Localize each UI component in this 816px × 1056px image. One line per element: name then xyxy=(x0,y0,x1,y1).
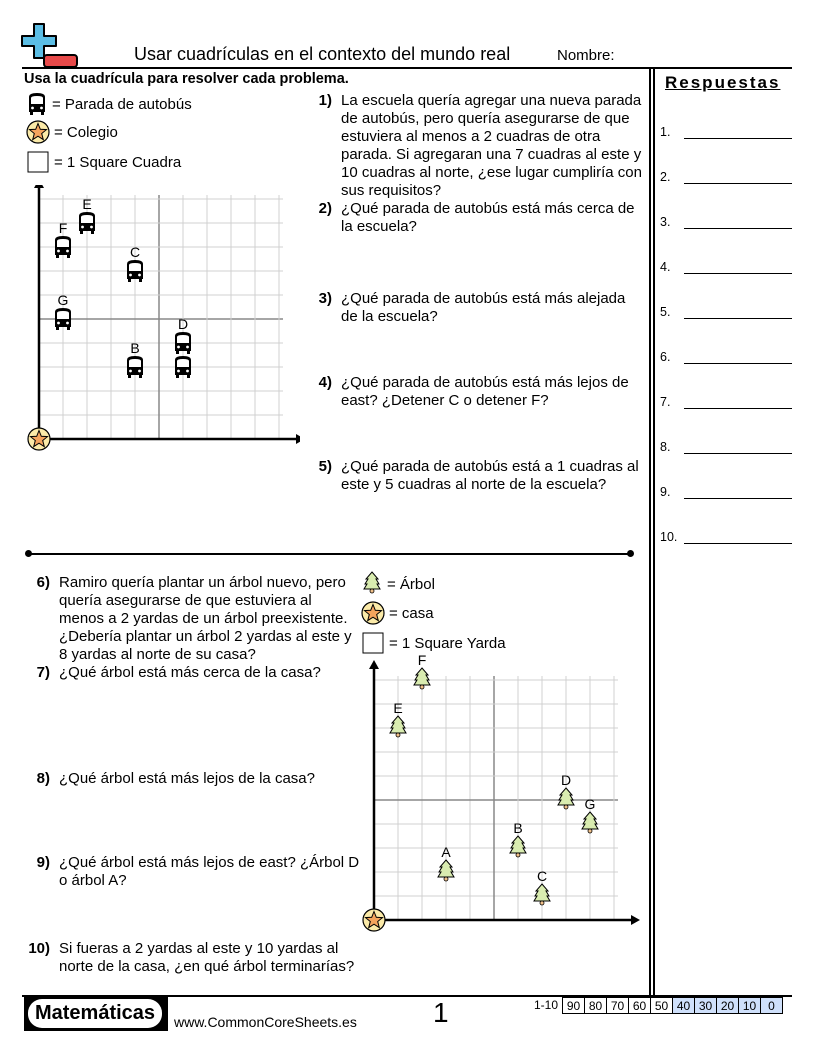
brand-label: Matemáticas xyxy=(28,999,162,1028)
score-cell: 20 xyxy=(716,997,739,1014)
question-4: 4) ¿Qué parada de autobús está más lejos de east? ¿Detener C o detener F? xyxy=(318,374,629,409)
tree-marker-icon xyxy=(582,812,598,833)
answer-number: 7. xyxy=(660,395,671,409)
answer-number: 8. xyxy=(660,440,671,454)
answer-blank[interactable] xyxy=(684,183,792,184)
tree-label: C xyxy=(536,868,548,884)
answer-blank[interactable] xyxy=(684,273,792,274)
legend-1 xyxy=(26,91,192,177)
score-cell: 30 xyxy=(694,997,717,1014)
legend-item-square: = 1 Square Yarda xyxy=(361,628,506,658)
bus-stop-icon xyxy=(55,236,71,258)
bus-stop-icon xyxy=(79,212,95,234)
answer-number: 6. xyxy=(660,350,671,364)
bus-stop-icon xyxy=(175,332,191,354)
score-label: 1-10 xyxy=(533,998,559,1012)
answer-number: 5. xyxy=(660,305,671,319)
bus-icon xyxy=(26,92,48,116)
question-1: 1) La escuela quería agregar una nueva parada de autobús, pero quería asegurarse de que estuviera al menos a 2 cuadras de otra parada. Si agregaran una 7 cuadras al este y 10 cuadras al norte, ¿ese lugar cumpliría con sus requisitos? xyxy=(318,92,642,199)
answer-number: 1. xyxy=(660,125,671,139)
tree-marker-icon xyxy=(510,836,526,857)
answer-blank[interactable] xyxy=(684,318,792,319)
score-cell: 90 xyxy=(562,997,585,1014)
question-2: 2) ¿Qué parada de autobús está más cerca de la escuela? xyxy=(318,200,635,235)
bus-stop-icon xyxy=(55,308,71,330)
question-9: 9) ¿Qué árbol está más lejos de east? ¿Árbol D o árbol A? xyxy=(36,854,360,889)
score-cell: 60 xyxy=(628,997,651,1014)
worksheet-title: Usar cuadrículas en el contexto del mundo real xyxy=(134,44,511,64)
origin-star-icon xyxy=(28,428,50,450)
bus-stop-icon xyxy=(127,260,143,282)
bus-stop-label: F xyxy=(58,220,68,236)
tree-label: G xyxy=(584,796,596,812)
bus-stop-icon xyxy=(127,356,143,378)
score-cell: 0 xyxy=(760,997,783,1014)
questions-1 xyxy=(306,92,646,236)
score-cell: 40 xyxy=(672,997,695,1014)
tree-label: E xyxy=(393,700,403,716)
question-5: 5) ¿Qué parada de autobús está a 1 cuadras al este y 5 cuadras al norte de la escuela? xyxy=(318,458,639,493)
score-cell: 80 xyxy=(584,997,607,1014)
bus-stop-label: C xyxy=(129,244,141,260)
tree-marker-icon xyxy=(534,884,550,905)
header-divider xyxy=(22,67,792,69)
x-axis-arrow xyxy=(296,434,300,444)
y-axis-arrow xyxy=(369,660,379,669)
page-number: 1 xyxy=(433,997,449,1028)
origin-star-icon xyxy=(363,909,385,931)
tree-label: B xyxy=(513,820,523,836)
score-table xyxy=(530,997,783,1014)
answer-blank[interactable] xyxy=(684,138,792,139)
legend-item-bus: = Parada de autobús xyxy=(26,91,192,117)
star-icon xyxy=(361,601,385,625)
tree-grid xyxy=(355,650,640,940)
bus-stop-grid xyxy=(20,185,300,460)
question-7: 7) ¿Qué árbol está más cerca de la casa? xyxy=(36,664,321,681)
bus-stop-label: E xyxy=(82,196,92,212)
legend-2 xyxy=(361,570,506,658)
answer-number: 2. xyxy=(660,170,671,184)
legend-item-school: = Colegio xyxy=(26,117,192,147)
website-link[interactable]: www.CommonCoreSheets.es xyxy=(174,1014,357,1030)
answer-blank[interactable] xyxy=(684,363,792,364)
answer-number: 10. xyxy=(660,530,678,544)
tree-label: F xyxy=(417,652,427,668)
star-icon xyxy=(26,120,50,144)
section-divider xyxy=(28,553,631,555)
legend-item-tree: = Árbol xyxy=(361,570,506,598)
score-cell: 70 xyxy=(606,997,629,1014)
question-6: 6) Ramiro quería plantar un árbol nuevo, pero quería asegurarse de que estuviera al menos a 2 yardas de un árbol preexistente. ¿Debería plantar un árbol 2 yardas al este y 8 yardas al norte de su casa? xyxy=(36,574,352,663)
answers-title: Respuestas xyxy=(665,73,781,92)
x-axis-arrow xyxy=(631,915,640,925)
tree-marker-icon xyxy=(390,716,406,737)
square-icon xyxy=(26,150,50,174)
bus-stop-label: D xyxy=(177,316,189,332)
name-label: Nombre: xyxy=(557,47,615,64)
tree-marker-icon xyxy=(414,668,430,689)
answer-number: 9. xyxy=(660,485,671,499)
tree-icon xyxy=(361,571,383,597)
question-8: 8) ¿Qué árbol está más lejos de la casa? xyxy=(36,770,315,787)
answer-number: 3. xyxy=(660,215,671,229)
tree-label: A xyxy=(441,844,451,860)
logo-icon xyxy=(20,22,80,70)
answer-blank[interactable] xyxy=(684,498,792,499)
answer-number: 4. xyxy=(660,260,671,274)
bus-stop-label: G xyxy=(57,292,69,308)
answer-column-border xyxy=(653,69,655,997)
score-cell: 10 xyxy=(738,997,761,1014)
answer-column-border xyxy=(649,69,651,997)
tree-marker-icon xyxy=(438,860,454,881)
questions-2 xyxy=(24,574,360,682)
question-10: 10) Si fueras a 2 yardas al este y 10 yardas al norte de la casa, ¿en qué árbol terminarías? xyxy=(28,940,355,975)
question-3: 3) ¿Qué parada de autobús está más alejada de la escuela? xyxy=(318,290,626,325)
tree-marker-icon xyxy=(558,788,574,809)
answer-blank[interactable] xyxy=(684,543,792,544)
tree-label: D xyxy=(560,772,572,788)
divider-endpoint xyxy=(627,550,634,557)
answer-blank[interactable] xyxy=(684,408,792,409)
bus-stop-label: B xyxy=(130,340,140,356)
answer-blank[interactable] xyxy=(684,228,792,229)
legend-item-square: = 1 Square Cuadra xyxy=(26,147,192,177)
legend-item-house: = casa xyxy=(361,598,506,628)
score-cell: 50 xyxy=(650,997,673,1014)
bus-stop-icon xyxy=(175,356,191,378)
y-axis-arrow xyxy=(34,185,44,188)
answer-blank[interactable] xyxy=(684,453,792,454)
instructions: Usa la cuadrícula para resolver cada problema. xyxy=(24,71,349,87)
